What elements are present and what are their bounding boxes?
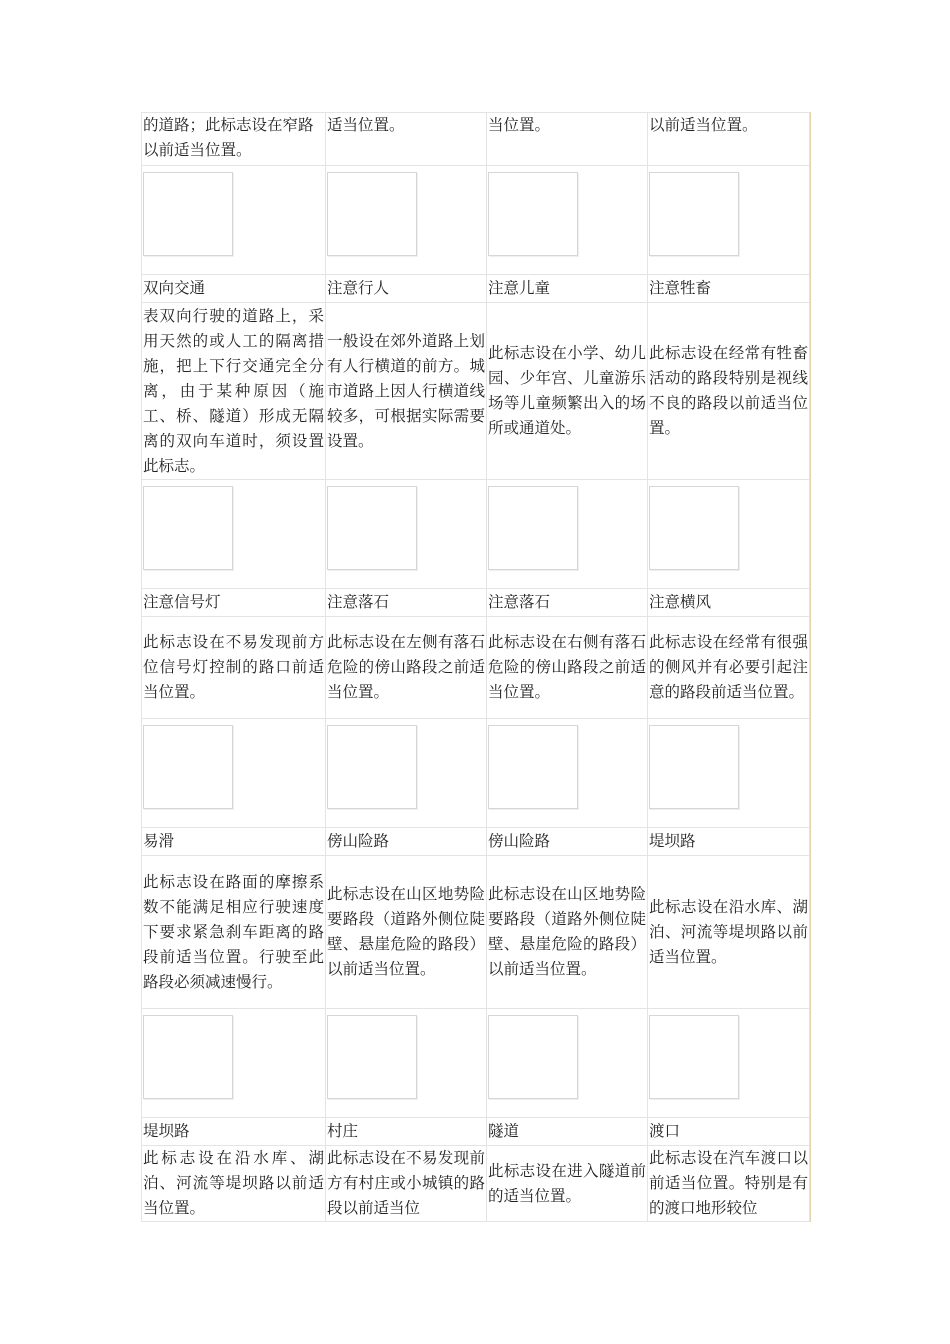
sign-desc: 此标志设在汽车渡口以前适当位置。特别是有的渡口地形较位 [648,1146,810,1222]
sign-image-placeholder [649,486,739,570]
sign-name: 易滑 [142,828,326,856]
sign-image-placeholder [488,172,578,256]
sign-image-placeholder [649,1015,739,1099]
desc-cell: 的道路；此标志设在窄路以前适当位置。 [142,113,326,166]
sign-image-placeholder [488,1015,578,1099]
sign-name: 注意横风 [648,589,810,617]
sign-image-cell [142,166,326,275]
sign-image-cell [648,166,810,275]
sign-name-row [142,828,810,856]
sign-desc-row [142,856,810,1009]
desc-cell: 适当位置。 [326,113,487,166]
sign-image-placeholder [143,725,233,809]
sign-image-placeholder [327,725,417,809]
sign-name: 傍山险路 [487,828,648,856]
sign-desc: 此标志设在左侧有落石危险的傍山路段之前适当位置。 [326,617,487,719]
sign-image-cell [326,480,487,589]
sign-desc: 此标志设在沿水库、湖泊、河流等堤坝路以前适当位置。 [648,856,810,1009]
sign-name: 隧道 [487,1118,648,1146]
sign-image-cell [648,719,810,828]
sign-desc: 此标志设在经常有牲畜活动的路段特别是视线不良的路段以前适当位置。 [648,303,810,480]
sign-desc-row [142,617,810,719]
sign-image-cell [326,1009,487,1118]
table-row [142,113,810,166]
sign-name: 傍山险路 [326,828,487,856]
sign-image-placeholder [327,172,417,256]
sign-name: 注意牲畜 [648,275,810,303]
sign-image-cell [326,719,487,828]
sign-image-cell [487,480,648,589]
traffic-sign-table-page [141,112,811,1222]
sign-name: 注意落石 [326,589,487,617]
sign-image-cell [487,719,648,828]
sign-desc: 此标志设在沿水库、湖泊、河流等堤坝路以前适当位置。 [142,1146,326,1222]
sign-name: 堤坝路 [648,828,810,856]
sign-desc: 此标志设在不易发现前方有村庄或小城镇的路段以前适当位 [326,1146,487,1222]
sign-image-cell [648,1009,810,1118]
sign-image-cell [142,480,326,589]
desc-cell: 当位置。 [487,113,648,166]
sign-image-placeholder [143,1015,233,1099]
sign-desc: 此标志设在路面的摩擦系数不能满足相应行驶速度下要求紧急刹车距离的路段前适当位置。行驶至此路段必须减速慢行。 [142,856,326,1009]
sign-desc: 此标志设在经常有很强的侧风并有必要引起注意的路段前适当位置。 [648,617,810,719]
sign-name: 注意行人 [326,275,487,303]
sign-image-placeholder [143,172,233,256]
sign-image-placeholder [488,725,578,809]
sign-name-row [142,1118,810,1146]
sign-name: 村庄 [326,1118,487,1146]
sign-desc: 此标志设在进入隧道前的适当位置。 [487,1146,648,1222]
sign-image-row [142,719,810,828]
sign-image-row [142,1009,810,1118]
sign-name: 注意信号灯 [142,589,326,617]
warning-sign-table [141,112,810,1222]
sign-desc: 此标志设在山区地势险要路段（道路外侧位陡壁、悬崖危险的路段）以前适当位置。 [326,856,487,1009]
sign-image-cell [326,166,487,275]
sign-name: 注意儿童 [487,275,648,303]
sign-name: 堤坝路 [142,1118,326,1146]
sign-image-placeholder [488,486,578,570]
sign-name: 注意落石 [487,589,648,617]
sign-desc: 此标志设在右侧有落石危险的傍山路段之前适当位置。 [487,617,648,719]
sign-name-row [142,275,810,303]
sign-name-row [142,589,810,617]
sign-desc-row [142,303,810,480]
sign-image-placeholder [649,725,739,809]
sign-image-row [142,480,810,589]
sign-desc-row [142,1146,810,1222]
sign-image-placeholder [649,172,739,256]
sign-image-cell [487,1009,648,1118]
sign-image-placeholder [327,1015,417,1099]
sign-name: 双向交通 [142,275,326,303]
sign-image-cell [648,480,810,589]
sign-name: 渡口 [648,1118,810,1146]
sign-desc: 一般设在郊外道路上划有人行横道的前方。城市道路上因人行横道线较多，可根据实际需要设置。 [326,303,487,480]
sign-image-cell [487,166,648,275]
sign-desc: 此标志设在小学、幼儿园、少年宫、儿童游乐场等儿童频繁出入的场所或通道处。 [487,303,648,480]
sign-desc: 此标志设在山区地势险要路段（道路外侧位陡壁、悬崖危险的路段）以前适当位置。 [487,856,648,1009]
sign-image-placeholder [143,486,233,570]
desc-cell: 以前适当位置。 [648,113,810,166]
sign-desc: 表双向行驶的道路上，采用天然的或人工的隔离措施，把上下行交通完全分离，由于某种原因（施工、桥、隧道）形成无隔离的双向车道时，须设置此标志。 [142,303,326,480]
sign-image-cell [142,1009,326,1118]
sign-image-cell [142,719,326,828]
sign-image-row [142,166,810,275]
sign-desc: 此标志设在不易发现前方位信号灯控制的路口前适当位置。 [142,617,326,719]
sign-image-placeholder [327,486,417,570]
